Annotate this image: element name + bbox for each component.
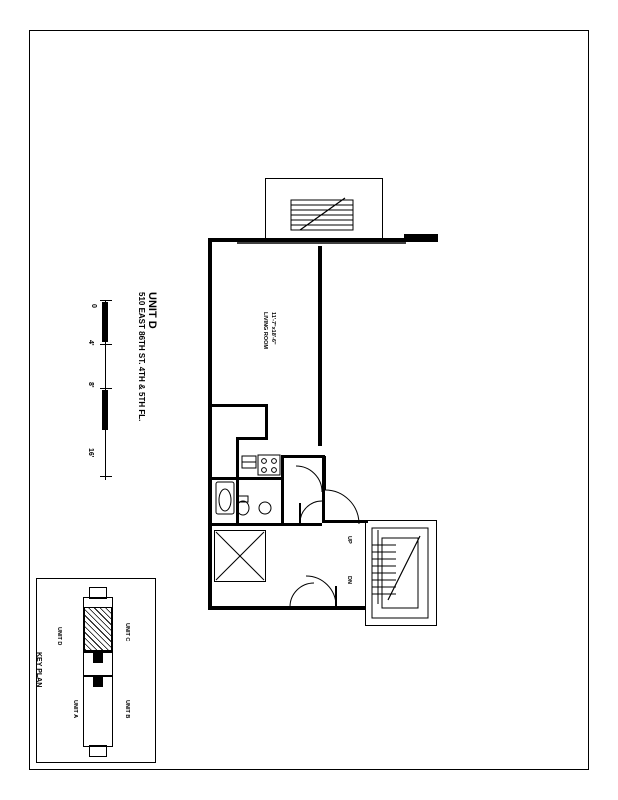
- scale-tick-4: [100, 344, 112, 345]
- key-label-unit-a: UNIT A: [72, 700, 78, 719]
- key-core-marker-b: [93, 677, 103, 687]
- scale-tick-16: [100, 476, 112, 477]
- key-roof-stub-top: [89, 587, 107, 599]
- living-room-dimension: 11'-7"x18'-6": [270, 312, 276, 345]
- wall-kitchen-left: [236, 437, 239, 477]
- key-plan-box: [36, 578, 156, 763]
- wall-bath-right: [281, 455, 284, 525]
- key-roof-stub-bottom: [89, 745, 107, 757]
- key-plan-title: KEY PLAN: [35, 652, 42, 688]
- scale-segment-1: [102, 302, 108, 342]
- address-title: 510 EAST 86TH ST. 4TH & 5TH FL.: [137, 292, 146, 422]
- title-block: [128, 292, 168, 492]
- unit-title: UNIT D: [146, 292, 158, 329]
- scale-segment-2: [102, 390, 108, 430]
- wall-stair-top: [322, 520, 368, 523]
- key-label-unit-d: UNIT D: [56, 627, 62, 646]
- wall-top-stub: [404, 234, 438, 242]
- lower-stair-enclosure: [365, 520, 437, 626]
- wall-kitchen-counter: [236, 437, 268, 440]
- key-label-unit-c: UNIT C: [124, 623, 130, 642]
- scale-label-8: 8': [87, 382, 94, 388]
- wall-kitchen-right: [265, 404, 268, 440]
- stair-down-label: DN: [346, 576, 352, 584]
- scale-label-4: 4': [87, 340, 94, 346]
- graphic-scale-bar: [100, 300, 112, 480]
- stair-up-label: UP: [346, 536, 352, 544]
- key-core-marker-a: [93, 653, 103, 663]
- scale-label-16: 16': [87, 448, 94, 458]
- wall-kitchen-top: [212, 404, 268, 407]
- closet: [214, 530, 266, 582]
- wall-stair-left: [322, 455, 325, 523]
- wall-stair-bottom: [336, 606, 366, 610]
- wall-corridor-right: [318, 246, 322, 446]
- wall-bottom-left: [208, 606, 336, 610]
- living-room-label: [261, 312, 268, 349]
- wall-bath-divider: [236, 477, 239, 523]
- upper-stair-enclosure: [265, 178, 383, 240]
- key-label-unit-b: UNIT B: [124, 700, 130, 719]
- wall-bath-top: [212, 477, 284, 480]
- wall-bath-bottom: [212, 523, 322, 526]
- scale-label-0: 0: [90, 304, 97, 308]
- wall-hall-top: [281, 455, 325, 458]
- key-unit-d-highlight: [84, 607, 112, 651]
- living-room-name: LIVING ROOM: [262, 312, 268, 349]
- wall-left-outer: [208, 238, 212, 610]
